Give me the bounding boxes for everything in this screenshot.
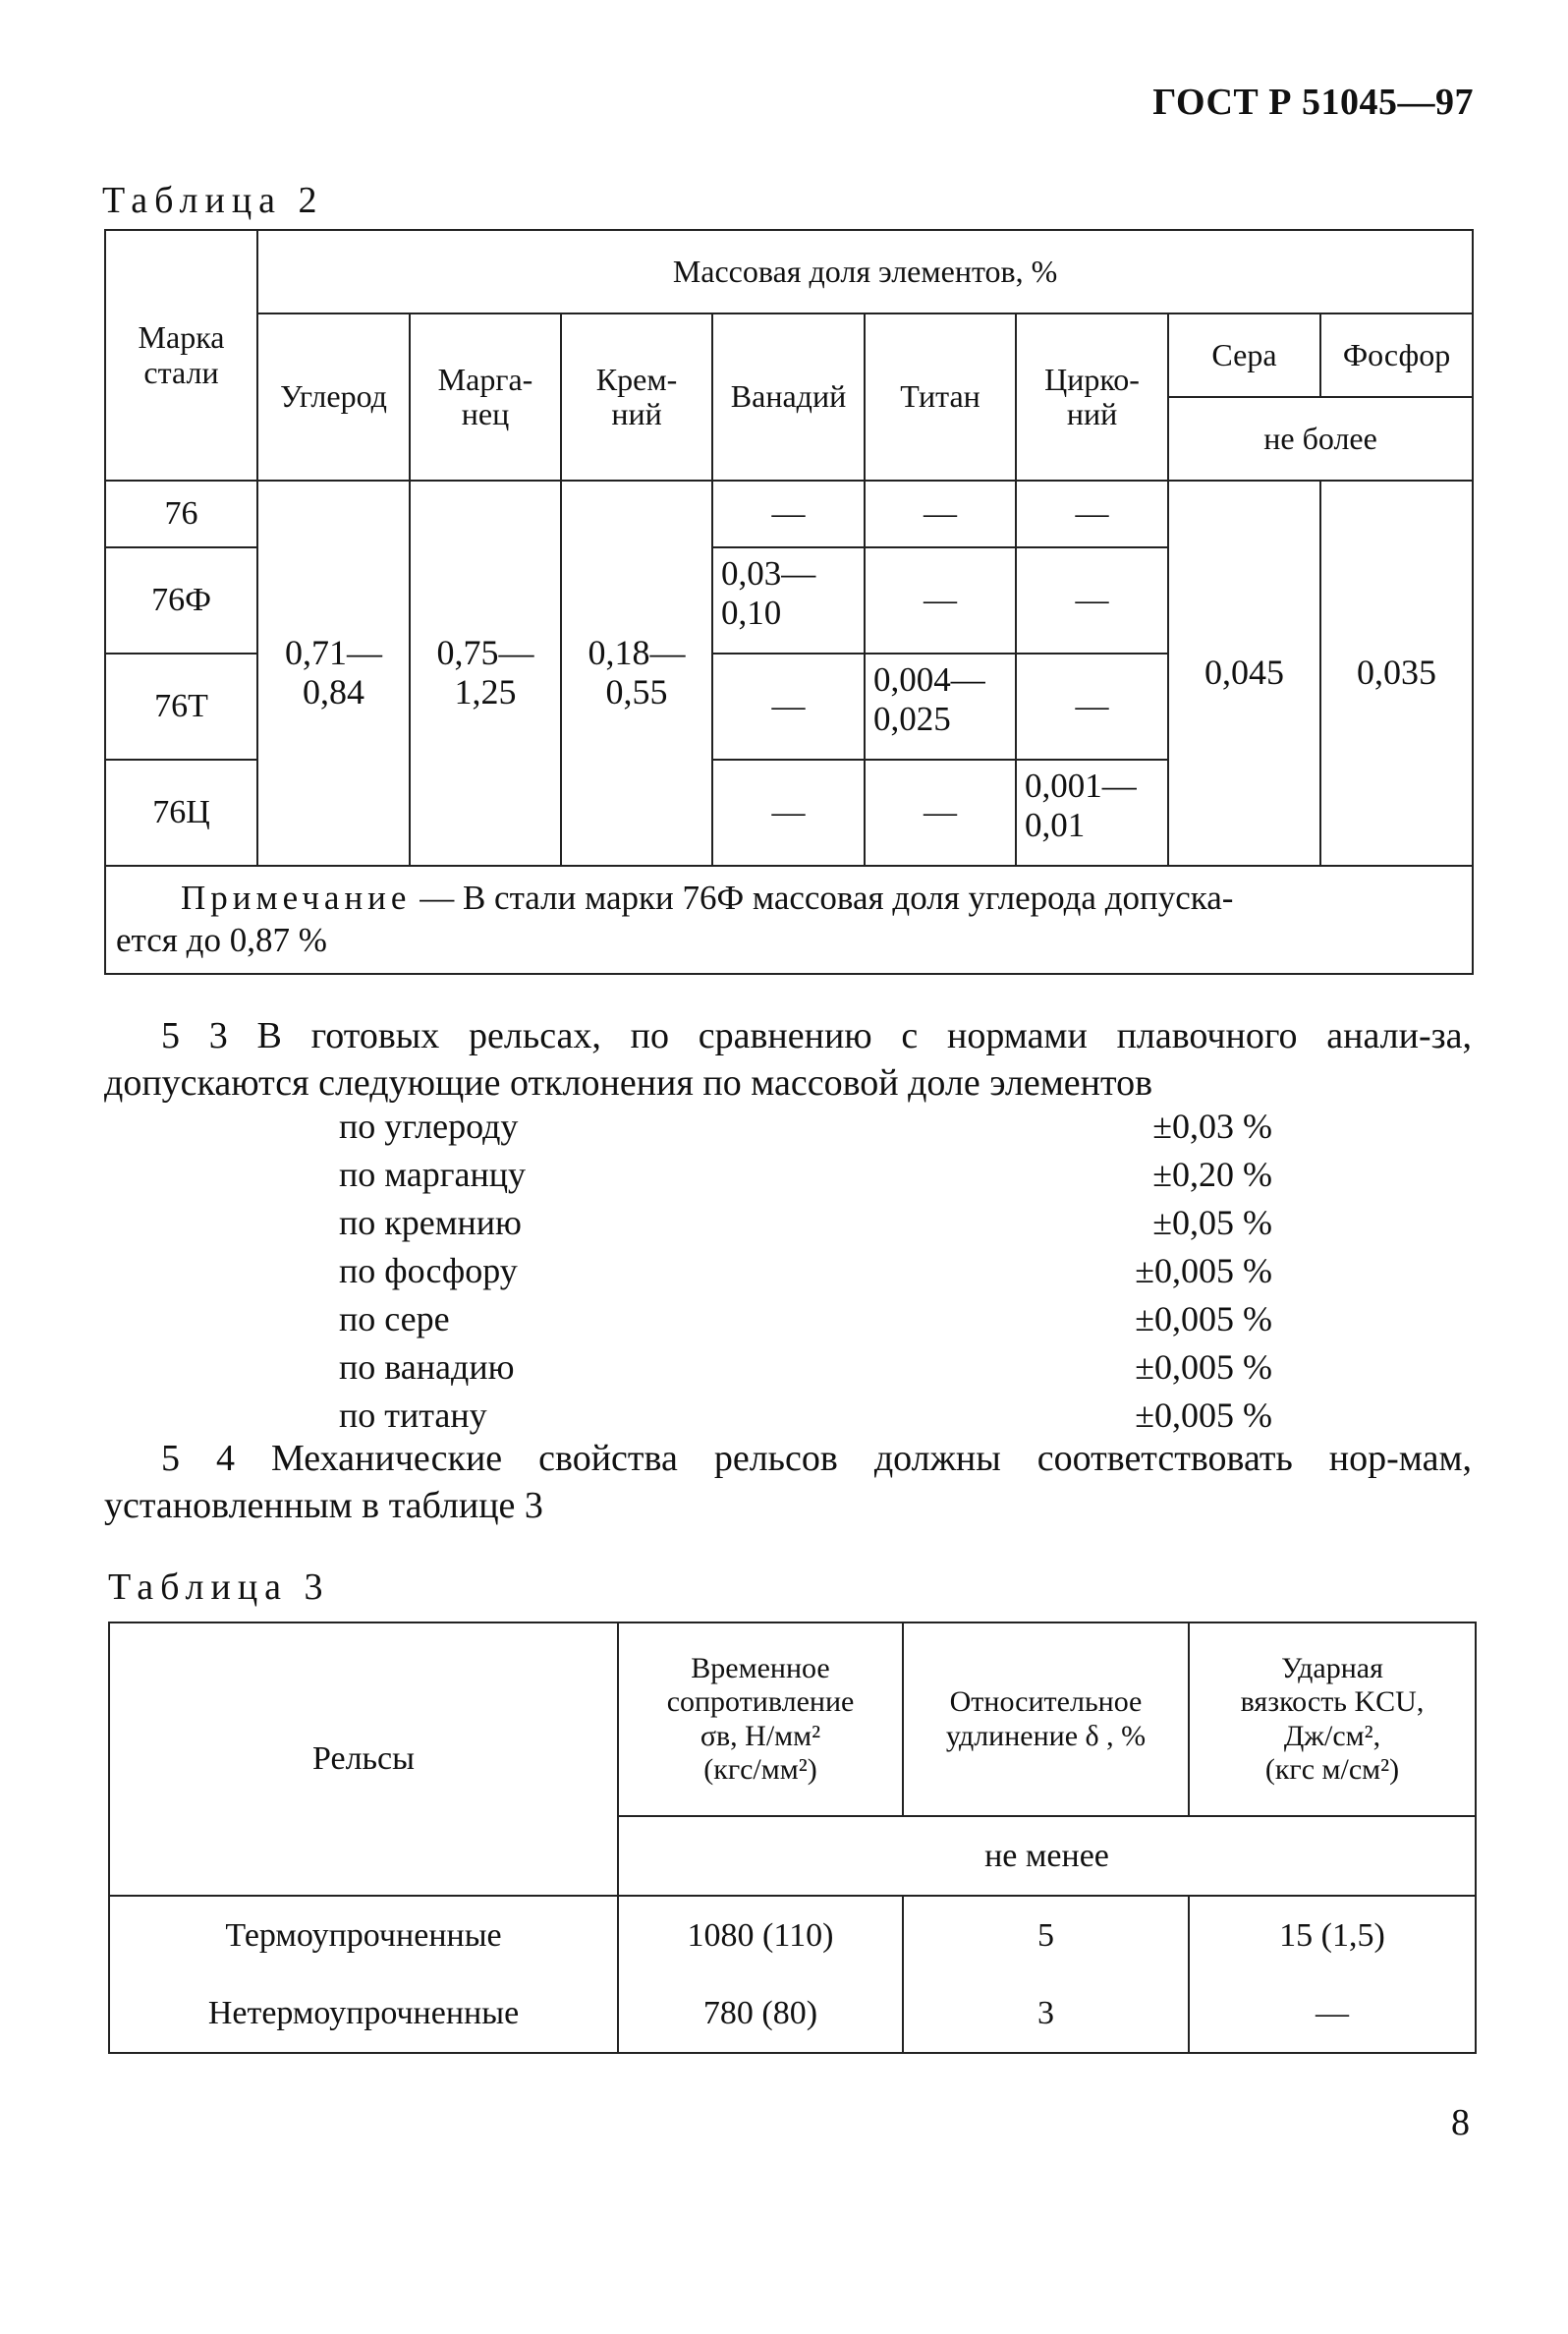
- manganese-range: 0,75— 1,25: [410, 481, 561, 866]
- table2: [104, 229, 1474, 975]
- header-phosphorus: Фосфор: [1320, 313, 1473, 397]
- vanadium-cell: —: [712, 760, 865, 866]
- deviation-label: по марганцу: [339, 1155, 527, 1194]
- header-rails: Рельсы: [109, 1622, 618, 1896]
- sulfur-value: 0,045: [1168, 481, 1320, 866]
- header-mass-fraction: Массовая доля элементов, %: [257, 230, 1473, 313]
- header-impact-strength: Ударная вязкость KCU, Дж/см², (кгс м/см²): [1189, 1622, 1476, 1816]
- elongation-cell: 5: [903, 1896, 1189, 1974]
- deviation-label: по фосфору: [339, 1251, 518, 1290]
- grade-cell: 76Ц: [105, 760, 257, 866]
- deviation-value: ±0,03 %: [1152, 1107, 1272, 1146]
- deviation-value: ±0,05 %: [1152, 1203, 1272, 1242]
- grade-cell: 76Т: [105, 654, 257, 760]
- deviation-value: ±0,20 %: [1152, 1155, 1272, 1194]
- deviation-value: ±0,005 %: [1135, 1299, 1272, 1338]
- header-zirconium: Цирко- ний: [1016, 313, 1168, 481]
- titanium-cell: —: [865, 481, 1016, 547]
- header-no-more-than: не более: [1168, 397, 1473, 481]
- deviation-value: ±0,005 %: [1135, 1251, 1272, 1290]
- note-text: — В стали марки 76Ф массовая доля углерода допуска- ется до 0,87 %: [116, 879, 1234, 959]
- phosphorus-value: 0,035: [1320, 481, 1473, 866]
- header-titanium: Титан: [865, 313, 1016, 481]
- zirconium-cell: —: [1016, 654, 1168, 760]
- zirconium-cell: —: [1016, 481, 1168, 547]
- header-elongation: Относительное удлинение δ , %: [903, 1622, 1189, 1816]
- deviation-label: по титану: [339, 1395, 487, 1435]
- grade-cell: 76: [105, 481, 257, 547]
- deviation-label: по ванадию: [339, 1347, 515, 1387]
- deviation-value: ±0,005 %: [1135, 1347, 1272, 1387]
- impact-cell: 15 (1,5): [1189, 1896, 1476, 1974]
- silicon-range: 0,18— 0,55: [561, 481, 712, 866]
- titanium-cell: 0,004— 0,025: [865, 654, 1016, 760]
- table-row: [109, 1974, 1476, 2053]
- note-label: Примечание: [181, 879, 412, 918]
- table3-caption: Таблица 3: [108, 1566, 330, 1608]
- deviation-label: по сере: [339, 1299, 450, 1338]
- header-silicon: Крем- ний: [561, 313, 712, 481]
- paragraph-5-3: 5 3 В готовых рельсах, по сравнению с нормами плавочного анали-за, допускаются следующие отклонения по массовой доле элементов: [104, 1015, 1472, 1105]
- table-row: [109, 1896, 1476, 1974]
- vanadium-cell: —: [712, 654, 865, 760]
- header-manganese: Марга- нец: [410, 313, 561, 481]
- page-number: 8: [1451, 2102, 1470, 2143]
- elongation-cell: 3: [903, 1974, 1189, 2053]
- table3: [108, 1622, 1477, 2054]
- deviation-value: ±0,005 %: [1135, 1395, 1272, 1435]
- table2-note: [105, 866, 1473, 974]
- header-steel-grade: Марка стали: [105, 230, 257, 481]
- table2-caption: Таблица 2: [102, 180, 324, 221]
- tensile-cell: 780 (80): [618, 1974, 903, 2053]
- header-no-less-than: не менее: [618, 1816, 1476, 1896]
- header-vanadium: Ванадий: [712, 313, 865, 481]
- carbon-range: 0,71— 0,84: [257, 481, 410, 866]
- paragraph-5-4: 5 4 Механические свойства рельсов должны соответствовать нор-мам, установленным в таблице 3: [104, 1438, 1472, 1527]
- vanadium-cell: —: [712, 481, 865, 547]
- zirconium-cell: —: [1016, 547, 1168, 654]
- impact-cell: —: [1189, 1974, 1476, 2053]
- table-row: [105, 481, 1473, 547]
- header-carbon: Углерод: [257, 313, 410, 481]
- zirconium-cell: 0,001— 0,01: [1016, 760, 1168, 866]
- header-tensile-strength: Временное сопротивление σв, Н/мм² (кгс/мм²): [618, 1622, 903, 1816]
- rails-cell: Термоупрочненные: [109, 1896, 618, 1974]
- tensile-cell: 1080 (110): [618, 1896, 903, 1974]
- titanium-cell: —: [865, 547, 1016, 654]
- vanadium-cell: 0,03— 0,10: [712, 547, 865, 654]
- grade-cell: 76Ф: [105, 547, 257, 654]
- standard-code: ГОСТ Р 51045—97: [1152, 82, 1474, 123]
- rails-cell: Нетермоупрочненные: [109, 1974, 618, 2053]
- header-sulfur: Сера: [1168, 313, 1320, 397]
- deviation-label: по кремнию: [339, 1203, 522, 1242]
- titanium-cell: —: [865, 760, 1016, 866]
- deviation-label: по углероду: [339, 1107, 519, 1146]
